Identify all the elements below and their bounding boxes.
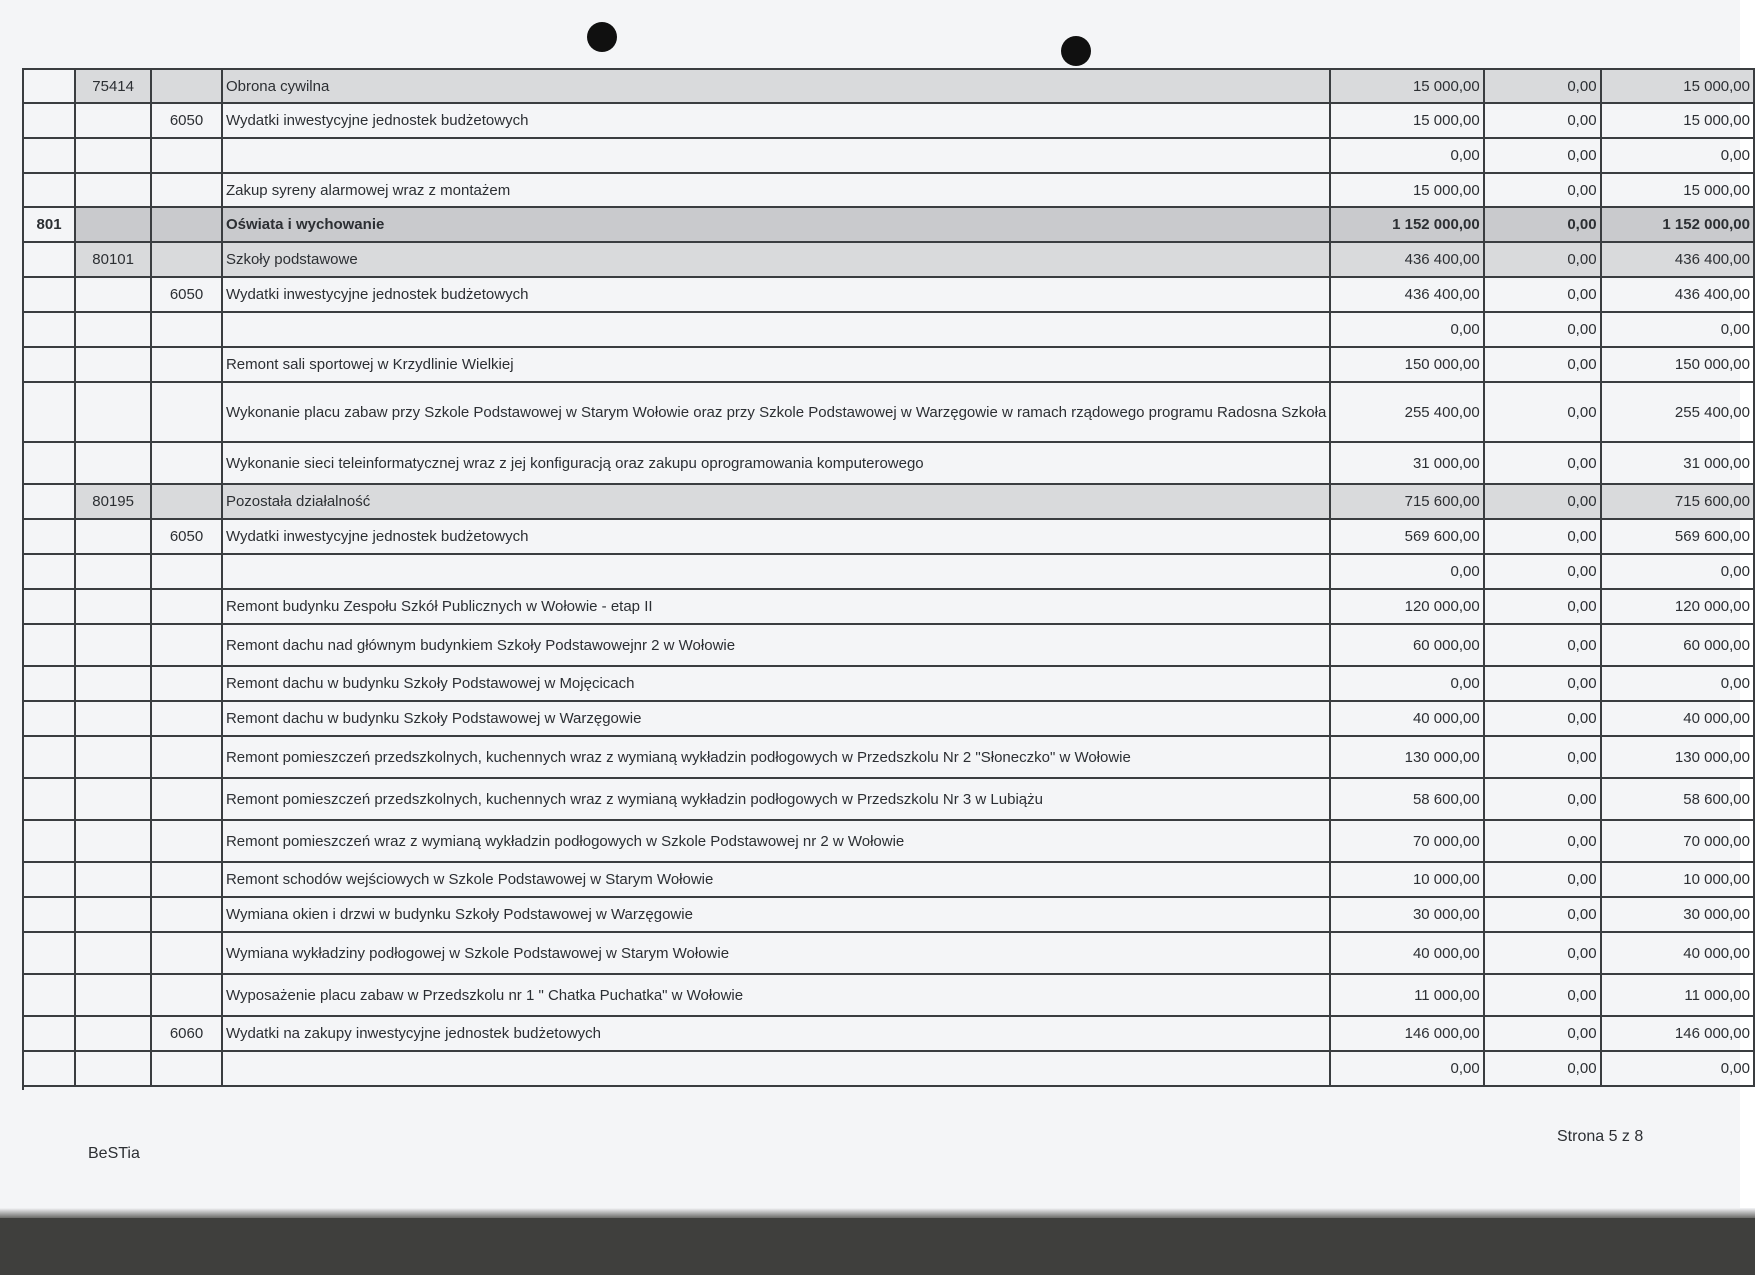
paragraph-code-cell [151, 589, 222, 624]
amount-after-change-cell: 70 000,00 [1601, 820, 1754, 862]
section-code-cell [23, 589, 75, 624]
chapter-code-cell [75, 382, 151, 442]
paragraph-row [23, 1016, 1754, 1051]
description-cell: Wykonanie placu zabaw przy Szkole Podstawowej w Starym Wołowie oraz przy Szkole Podstawowej w Warzęgowie w ramach rządowego programu Radosna Szkoła [222, 382, 1330, 442]
amount-after-change-cell: 40 000,00 [1601, 932, 1754, 974]
change-amount-cell: 0,00 [1484, 242, 1601, 277]
paragraph-code-cell [151, 69, 222, 103]
section-code-cell [23, 277, 75, 312]
plan-amount-cell: 70 000,00 [1330, 820, 1483, 862]
description-cell: Remont pomieszczeń przedszkolnych, kuchennych wraz z wymianą wykładzin podłogowych w Przedszkolu Nr 3 w Lubiążu [222, 778, 1330, 820]
change-amount-cell: 0,00 [1484, 442, 1601, 484]
budget-table-body [23, 69, 1754, 1086]
change-amount-cell: 0,00 [1484, 277, 1601, 312]
item-row [23, 1051, 1754, 1086]
amount-after-change-cell: 11 000,00 [1601, 974, 1754, 1016]
paragraph-row [23, 519, 1754, 554]
section-code-cell [23, 974, 75, 1016]
paragraph-code-cell [151, 242, 222, 277]
paragraph-code-cell [151, 932, 222, 974]
paragraph-code-cell [151, 736, 222, 778]
amount-after-change-cell: 255 400,00 [1601, 382, 1754, 442]
description-cell: Zakup syreny alarmowej wraz z montażem [222, 173, 1330, 207]
change-amount-cell: 0,00 [1484, 701, 1601, 736]
section-code-cell [23, 778, 75, 820]
amount-after-change-cell: 120 000,00 [1601, 589, 1754, 624]
plan-amount-cell: 715 600,00 [1330, 484, 1483, 519]
chapter-code-cell [75, 666, 151, 701]
item-row [23, 312, 1754, 347]
plan-amount-cell: 130 000,00 [1330, 736, 1483, 778]
item-row [23, 442, 1754, 484]
paragraph-code-cell [151, 173, 222, 207]
amount-after-change-cell: 0,00 [1601, 554, 1754, 589]
amount-after-change-cell: 130 000,00 [1601, 736, 1754, 778]
change-amount-cell: 0,00 [1484, 173, 1601, 207]
section-code-cell [23, 666, 75, 701]
paragraph-code-cell [151, 897, 222, 932]
description-cell: Remont pomieszczeń przedszkolnych, kuchennych wraz z wymianą wykładzin podłogowych w Przedszkolu Nr 2 "Słoneczko" w Wołowie [222, 736, 1330, 778]
chapter-code-cell [75, 442, 151, 484]
plan-amount-cell: 146 000,00 [1330, 1016, 1483, 1051]
chapter-code-cell [75, 624, 151, 666]
description-cell: Wydatki inwestycyjne jednostek budżetowych [222, 277, 1330, 312]
chapter-code-cell [75, 701, 151, 736]
punch-hole-left [587, 22, 617, 52]
paragraph-code-cell [151, 442, 222, 484]
chapter-code-cell [75, 207, 151, 242]
change-amount-cell: 0,00 [1484, 624, 1601, 666]
paragraph-code-cell [151, 974, 222, 1016]
plan-amount-cell: 150 000,00 [1330, 347, 1483, 382]
change-amount-cell: 0,00 [1484, 382, 1601, 442]
section-code-cell [23, 312, 75, 347]
item-row [23, 347, 1754, 382]
section-code-cell [23, 69, 75, 103]
change-amount-cell: 0,00 [1484, 554, 1601, 589]
paragraph-code-cell [151, 138, 222, 173]
description-cell: Wydatki na zakupy inwestycyjne jednostek budżetowych [222, 1016, 1330, 1051]
chapter-code-cell [75, 589, 151, 624]
chapter-code-cell [75, 277, 151, 312]
item-row [23, 554, 1754, 589]
item-row [23, 974, 1754, 1016]
amount-after-change-cell: 10 000,00 [1601, 862, 1754, 897]
section-code-cell [23, 382, 75, 442]
amount-after-change-cell: 0,00 [1601, 1051, 1754, 1086]
plan-amount-cell: 0,00 [1330, 554, 1483, 589]
item-row [23, 701, 1754, 736]
change-amount-cell: 0,00 [1484, 1051, 1601, 1086]
description-cell: Wydatki inwestycyjne jednostek budżetowych [222, 103, 1330, 138]
plan-amount-cell: 15 000,00 [1330, 69, 1483, 103]
paragraph-code-cell: 6050 [151, 519, 222, 554]
section-code-cell [23, 862, 75, 897]
change-amount-cell: 0,00 [1484, 1016, 1601, 1051]
change-amount-cell: 0,00 [1484, 932, 1601, 974]
paragraph-code-cell [151, 666, 222, 701]
change-amount-cell: 0,00 [1484, 778, 1601, 820]
paragraph-row [23, 103, 1754, 138]
section-code-cell: 801 [23, 207, 75, 242]
item-row [23, 736, 1754, 778]
paragraph-code-cell [151, 484, 222, 519]
description-cell: Wykonanie sieci teleinformatycznej wraz z jej konfiguracją oraz zakupu oprogramowania komputerowego [222, 442, 1330, 484]
description-cell: Wymiana okien i drzwi w budynku Szkoły Podstawowej w Warzęgowie [222, 897, 1330, 932]
chapter-code-cell [75, 103, 151, 138]
change-amount-cell: 0,00 [1484, 736, 1601, 778]
plan-amount-cell: 40 000,00 [1330, 932, 1483, 974]
amount-after-change-cell: 1 152 000,00 [1601, 207, 1754, 242]
item-row [23, 138, 1754, 173]
chapter-code-cell [75, 820, 151, 862]
amount-after-change-cell: 31 000,00 [1601, 442, 1754, 484]
plan-amount-cell: 10 000,00 [1330, 862, 1483, 897]
paragraph-code-cell [151, 1051, 222, 1086]
chapter-code-cell [75, 974, 151, 1016]
chapter-code-cell [75, 1016, 151, 1051]
plan-amount-cell: 0,00 [1330, 138, 1483, 173]
chapter-code-cell [75, 519, 151, 554]
plan-amount-cell: 255 400,00 [1330, 382, 1483, 442]
paragraph-code-cell [151, 778, 222, 820]
change-amount-cell: 0,00 [1484, 974, 1601, 1016]
amount-after-change-cell: 436 400,00 [1601, 277, 1754, 312]
chapter-code-cell [75, 138, 151, 173]
chapter-code-cell [75, 778, 151, 820]
description-cell: Remont pomieszczeń wraz z wymianą wykładzin podłogowych w Szkole Podstawowej nr 2 w Wołowie [222, 820, 1330, 862]
section-code-cell [23, 173, 75, 207]
description-cell: Pozostała działalność [222, 484, 1330, 519]
plan-amount-cell: 0,00 [1330, 1051, 1483, 1086]
paragraph-code-cell: 6050 [151, 103, 222, 138]
amount-after-change-cell: 15 000,00 [1601, 173, 1754, 207]
paragraph-code-cell [151, 862, 222, 897]
chapter-code-cell [75, 862, 151, 897]
section-code-cell [23, 820, 75, 862]
description-cell: Remont schodów wejściowych w Szkole Podstawowej w Starym Wołowie [222, 862, 1330, 897]
change-amount-cell: 0,00 [1484, 484, 1601, 519]
description-cell: Wymiana wykładziny podłogowej w Szkole Podstawowej w Starym Wołowie [222, 932, 1330, 974]
item-row [23, 382, 1754, 442]
plan-amount-cell: 120 000,00 [1330, 589, 1483, 624]
item-row [23, 897, 1754, 932]
amount-after-change-cell: 569 600,00 [1601, 519, 1754, 554]
section-row [23, 207, 1754, 242]
chapter-code-cell [75, 736, 151, 778]
chapter-row [23, 484, 1754, 519]
chapter-code-cell: 75414 [75, 69, 151, 103]
amount-after-change-cell: 60 000,00 [1601, 624, 1754, 666]
chapter-code-cell: 80101 [75, 242, 151, 277]
scan-shadow [0, 1208, 1755, 1218]
punch-hole-right [1061, 36, 1091, 66]
section-code-cell [23, 442, 75, 484]
section-code-cell [23, 347, 75, 382]
change-amount-cell: 0,00 [1484, 862, 1601, 897]
section-code-cell [23, 1016, 75, 1051]
change-amount-cell: 0,00 [1484, 103, 1601, 138]
budget-table [22, 68, 1755, 1087]
change-amount-cell: 0,00 [1484, 519, 1601, 554]
plan-amount-cell: 40 000,00 [1330, 701, 1483, 736]
chapter-code-cell: 80195 [75, 484, 151, 519]
description-cell: Obrona cywilna [222, 69, 1330, 103]
change-amount-cell: 0,00 [1484, 69, 1601, 103]
change-amount-cell: 0,00 [1484, 347, 1601, 382]
plan-amount-cell: 58 600,00 [1330, 778, 1483, 820]
plan-amount-cell: 0,00 [1330, 666, 1483, 701]
paragraph-code-cell: 6060 [151, 1016, 222, 1051]
amount-after-change-cell: 15 000,00 [1601, 69, 1754, 103]
item-row [23, 862, 1754, 897]
amount-after-change-cell: 436 400,00 [1601, 242, 1754, 277]
amount-after-change-cell: 15 000,00 [1601, 103, 1754, 138]
description-cell: Remont dachu w budynku Szkoły Podstawowej w Mojęcicach [222, 666, 1330, 701]
description-cell: Remont dachu w budynku Szkoły Podstawowej w Warzęgowie [222, 701, 1330, 736]
item-row [23, 666, 1754, 701]
section-code-cell [23, 242, 75, 277]
section-code-cell [23, 484, 75, 519]
change-amount-cell: 0,00 [1484, 589, 1601, 624]
chapter-code-cell [75, 1051, 151, 1086]
description-cell: Remont budynku Zespołu Szkół Publicznych w Wołowie - etap II [222, 589, 1330, 624]
paragraph-code-cell [151, 347, 222, 382]
item-row [23, 589, 1754, 624]
description-cell [222, 554, 1330, 589]
description-cell: Szkoły podstawowe [222, 242, 1330, 277]
change-amount-cell: 0,00 [1484, 312, 1601, 347]
chapter-code-cell [75, 897, 151, 932]
description-cell: Oświata i wychowanie [222, 207, 1330, 242]
plan-amount-cell: 569 600,00 [1330, 519, 1483, 554]
description-cell [222, 312, 1330, 347]
item-row [23, 778, 1754, 820]
amount-after-change-cell: 0,00 [1601, 666, 1754, 701]
section-code-cell [23, 103, 75, 138]
paragraph-code-cell [151, 382, 222, 442]
section-code-cell [23, 932, 75, 974]
description-cell [222, 138, 1330, 173]
section-code-cell [23, 554, 75, 589]
plan-amount-cell: 0,00 [1330, 312, 1483, 347]
amount-after-change-cell: 40 000,00 [1601, 701, 1754, 736]
section-code-cell [23, 1051, 75, 1086]
section-code-cell [23, 624, 75, 666]
description-cell: Wydatki inwestycyjne jednostek budżetowych [222, 519, 1330, 554]
plan-amount-cell: 60 000,00 [1330, 624, 1483, 666]
plan-amount-cell: 1 152 000,00 [1330, 207, 1483, 242]
change-amount-cell: 0,00 [1484, 897, 1601, 932]
paragraph-code-cell [151, 820, 222, 862]
item-row [23, 173, 1754, 207]
chapter-code-cell [75, 347, 151, 382]
paragraph-row [23, 277, 1754, 312]
change-amount-cell: 0,00 [1484, 820, 1601, 862]
chapter-code-cell [75, 173, 151, 207]
change-amount-cell: 0,00 [1484, 207, 1601, 242]
amount-after-change-cell: 0,00 [1601, 138, 1754, 173]
chapter-row [23, 69, 1754, 103]
change-amount-cell: 0,00 [1484, 138, 1601, 173]
amount-after-change-cell: 150 000,00 [1601, 347, 1754, 382]
paragraph-code-cell [151, 207, 222, 242]
amount-after-change-cell: 0,00 [1601, 312, 1754, 347]
section-code-cell [23, 736, 75, 778]
plan-amount-cell: 15 000,00 [1330, 103, 1483, 138]
section-code-cell [23, 519, 75, 554]
description-cell: Remont dachu nad głównym budynkiem Szkoły Podstawowejnr 2 w Wołowie [222, 624, 1330, 666]
item-row [23, 624, 1754, 666]
paragraph-code-cell [151, 624, 222, 666]
chapter-code-cell [75, 312, 151, 347]
description-cell [222, 1051, 1330, 1086]
item-row [23, 932, 1754, 974]
plan-amount-cell: 30 000,00 [1330, 897, 1483, 932]
amount-after-change-cell: 30 000,00 [1601, 897, 1754, 932]
item-row [23, 820, 1754, 862]
paragraph-code-cell: 6050 [151, 277, 222, 312]
description-cell: Remont sali sportowej w Krzydlinie Wielkiej [222, 347, 1330, 382]
plan-amount-cell: 15 000,00 [1330, 173, 1483, 207]
plan-amount-cell: 436 400,00 [1330, 242, 1483, 277]
section-code-cell [23, 138, 75, 173]
change-amount-cell: 0,00 [1484, 666, 1601, 701]
plan-amount-cell: 11 000,00 [1330, 974, 1483, 1016]
software-label: BeSTia [88, 1145, 140, 1162]
chapter-row [23, 242, 1754, 277]
plan-amount-cell: 31 000,00 [1330, 442, 1483, 484]
section-code-cell [23, 897, 75, 932]
paragraph-code-cell [151, 554, 222, 589]
plan-amount-cell: 436 400,00 [1330, 277, 1483, 312]
amount-after-change-cell: 146 000,00 [1601, 1016, 1754, 1051]
section-code-cell [23, 701, 75, 736]
description-cell: Wyposażenie placu zabaw w Przedszkolu nr 1 " Chatka Puchatka" w Wołowie [222, 974, 1330, 1016]
paragraph-code-cell [151, 701, 222, 736]
paragraph-code-cell [151, 312, 222, 347]
scan-bottom-band [0, 1218, 1755, 1275]
amount-after-change-cell: 715 600,00 [1601, 484, 1754, 519]
chapter-code-cell [75, 554, 151, 589]
page-number: Strona 5 z 8 [1557, 1128, 1644, 1145]
chapter-code-cell [75, 932, 151, 974]
amount-after-change-cell: 58 600,00 [1601, 778, 1754, 820]
